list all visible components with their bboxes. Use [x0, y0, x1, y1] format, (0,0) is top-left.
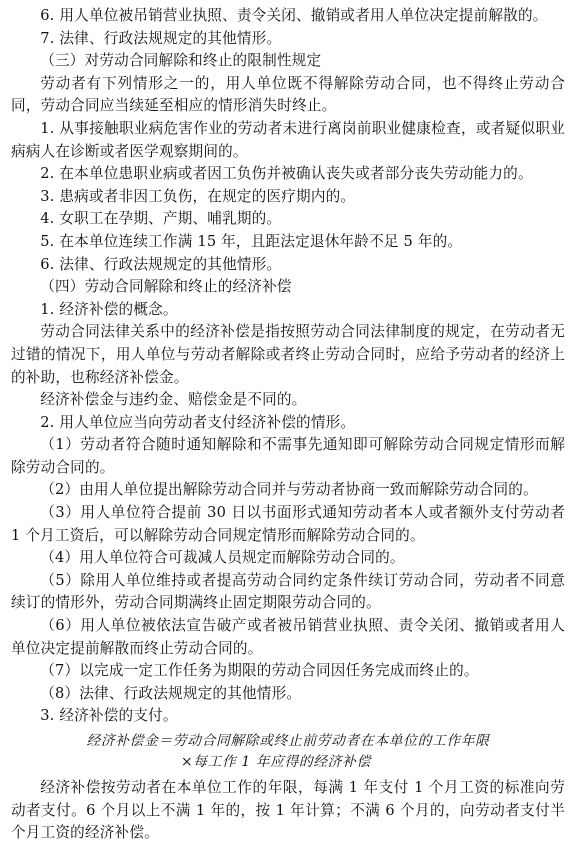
- list-item-case-1: （1）劳动者符合随时通知解除和不需事先通知即可解除劳动合同规定情形而解除劳动合同的。: [11, 436, 565, 476]
- section-heading-restrictions: （三）对劳动合同解除和终止的限制性规定: [40, 52, 322, 70]
- list-item-medical-period: 3. 患病或者非因工负伤，在规定的医疗期内的。: [40, 187, 356, 205]
- formula-line-2: ×每工作 1 年应得的经济补偿: [181, 754, 371, 770]
- section-heading-compensation: （四）劳动合同解除和终止的经济补偿: [40, 278, 292, 296]
- formula-line-1: 经济补偿金＝劳动合同解除或终止前劳动者在本单位的工作年限: [86, 733, 490, 749]
- list-item-female-staff: 4. 女职工在孕期、产期、哺乳期的。: [40, 210, 282, 228]
- paragraph-item-6-dissolution: 6. 用人单位被吊销营业执照、责令关闭、撤销或者用人单位决定提前解散的。: [40, 7, 548, 24]
- list-item-case-3: （3）用人单位符合提前 30 日以书面形式通知劳动者本人或者额外支付劳动者 1 个月工资后，可以解除劳动合同规定情形而解除劳动合同的。: [11, 504, 565, 544]
- list-item-case-4: （4）用人单位符合可裁减人员规定而解除劳动合同的。: [40, 549, 405, 567]
- list-item-case-6: （6）用人单位被依法宣告破产或者被吊销营业执照、责令关闭、撤销或者用人单位决定提前解散而终止劳动合同的。: [11, 617, 565, 657]
- paragraph-restrictions-intro: 劳动者有下列情形之一的，用人单位既不得解除劳动合同，也不得终止劳动合同，劳动合同应当续延至相应的情形消失时终止。: [11, 74, 565, 115]
- list-item-case-7: （7）以完成一定工作任务为期限的劳动合同因任务完成而终止的。: [40, 662, 479, 680]
- list-item-other-situations: 6. 法律、行政法规规定的其他情形。: [40, 255, 282, 273]
- paragraph-payment-standard: 经济补偿按劳动者在本单位工作的年限，每满 1 年支付 1 个月工资的标准向劳动者支付。6 个月以上不满 1 年的，按 1 年计算；不满 6 个月的，向劳动者支付半个月工资的经济补偿。: [11, 779, 565, 842]
- paragraph-compensation-definition: 劳动合同法律关系中的经济补偿是指按照劳动合同法律制度的规定，在劳动者无过错的情况下，用人单位与劳动者解除或者终止劳动合同时，应给予劳动者的经济上的补助，也称经济补偿金。: [11, 323, 565, 386]
- list-item-case-2: （2）由用人单位提出解除劳动合同并与劳动者协商一致而解除劳动合同的。: [40, 481, 538, 499]
- list-item-case-8: （8）法律、行政法规规定的其他情形。: [40, 684, 302, 702]
- subheading-payment-situations: 2. 用人单位应当向劳动者支付经济补偿的情形。: [40, 413, 356, 431]
- list-item-long-service: 5. 在本单位连续工作满 15 年，且距法定退休年龄不足 5 年的。: [40, 232, 463, 250]
- paragraph-item-7-other: 7. 法律、行政法规规定的其他情形。: [40, 29, 282, 47]
- paragraph-compensation-distinction: 经济补偿金与违约金、赔偿金是不同的。: [40, 391, 307, 409]
- list-item-case-5: （5）除用人单位维持或者提高劳动合同约定条件续订劳动合同，劳动者不同意续订的情形外，劳动合同期满终止固定期限劳动合同的。: [11, 571, 565, 612]
- list-item-occupational-disease: 2. 在本单位患职业病或者因工负伤并被确认丧失或者部分丧失劳动能力的。: [40, 165, 533, 183]
- compensation-formula: [11, 731, 565, 773]
- list-item-occupational-exam: 1. 从事接触职业病危害作业的劳动者未进行离岗前职业健康检查，或者疑似职业病病人在诊断或者医学观察期间的。: [11, 119, 565, 160]
- subheading-payment: 3. 经济补偿的支付。: [40, 707, 178, 725]
- subheading-compensation-concept: 1. 经济补偿的概念。: [40, 300, 178, 318]
